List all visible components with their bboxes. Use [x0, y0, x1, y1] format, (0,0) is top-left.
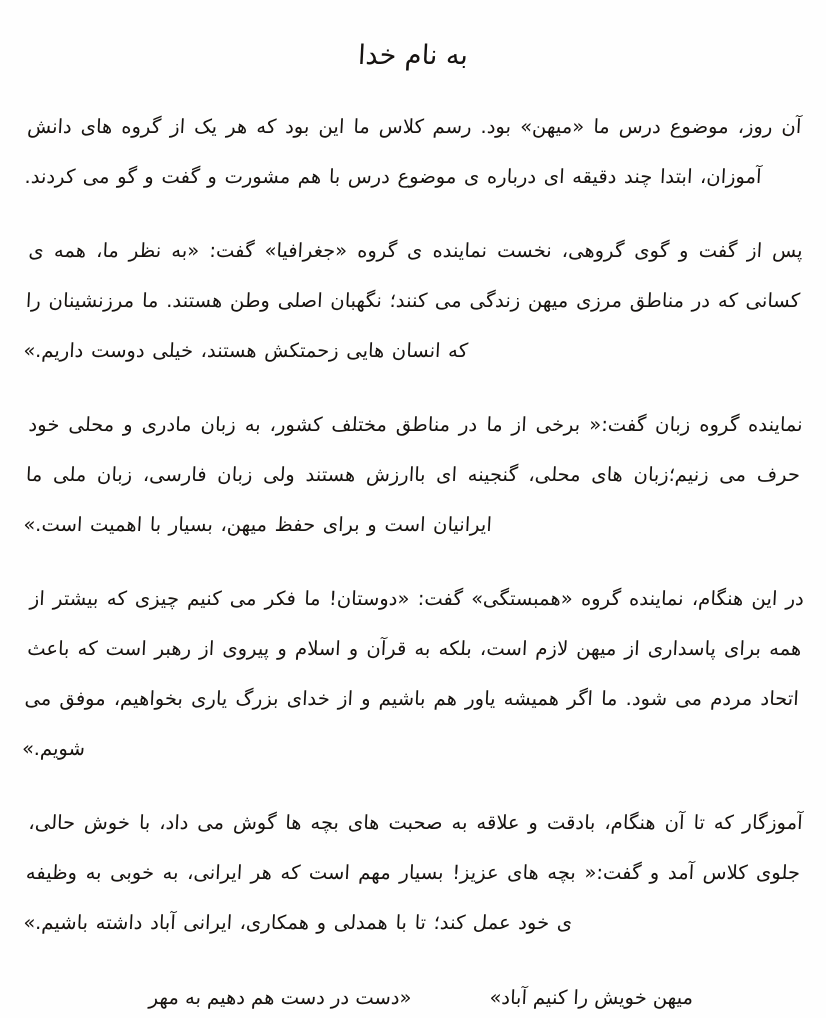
paragraph-2: پس از گفت و گوی گروهی، نخست نماینده ی گروه «جغرافیا» گفت: «به نظر ما، همه ی کسانی که در مناطق مرزی میهن زندگی می کنند؛ نگهبان اصلی وطن هستند. ما مرزنشینان را که انسان هایی زحمتکش هستند، خیلی دوست داریم.» — [22, 239, 804, 363]
paragraph-5: آموزگار که تا آن هنگام، بادقت و علاقه به صحبت های بچه ها گوش می داد، با خوش حالی، جلوی کلاس آمد و گفت:« بچه های عزیز! بسیار مهم است که هر ایرانی، به خوبی به وظیفه ی خود عمل کند؛ تا با همدلی و همکاری، ایرانی آباد داشته باشیم.» — [22, 811, 804, 935]
paragraph-3: نماینده گروه زبان گفت:« برخی از ما در مناطق مختلف کشور، به زبان مادری و محلی خود حرف می زنیم؛زبان های محلی، گنجینه ای باارزش هستند ولی زبان فارسی، زبان ملی ما ایرانیان است و برای حفظ میهن، بسیار با اهمیت است.» — [22, 413, 804, 537]
paragraph-1: آن روز، موضوع درس ما «میهن» بود. رسم کلاس ما این بود که هر یک از گروه های دانش آموزان، ابتدا چند دقیقه ای درباره ی موضوع درس با هم مشورت و گفت و گو می کردند. — [24, 115, 802, 189]
couplet-hemistich-1: «دست در دست هم دهیم به مهر — [148, 986, 413, 1010]
document-body — [21, 102, 805, 948]
page-title: به نام خدا — [357, 40, 469, 71]
paragraph-4: در این هنگام، نماینده گروه «همبستگی» گفت: «دوستان! ما فکر می کنیم چیزی که بیشتر از همه برای پاسداری از میهن لازم است، بلکه به قرآن و اسلام و پیروی از رهبر است که باعث اتحاد مردم می شود. ما اگر همیشه یاور هم باشیم و از خدای بزرگ یاری بخواهیم، موفق می شویم.» — [21, 587, 805, 761]
couplet-hemistich-2: میهن خویش را کنیم آباد» — [488, 986, 694, 1010]
closing-couplet — [25, 978, 801, 1018]
